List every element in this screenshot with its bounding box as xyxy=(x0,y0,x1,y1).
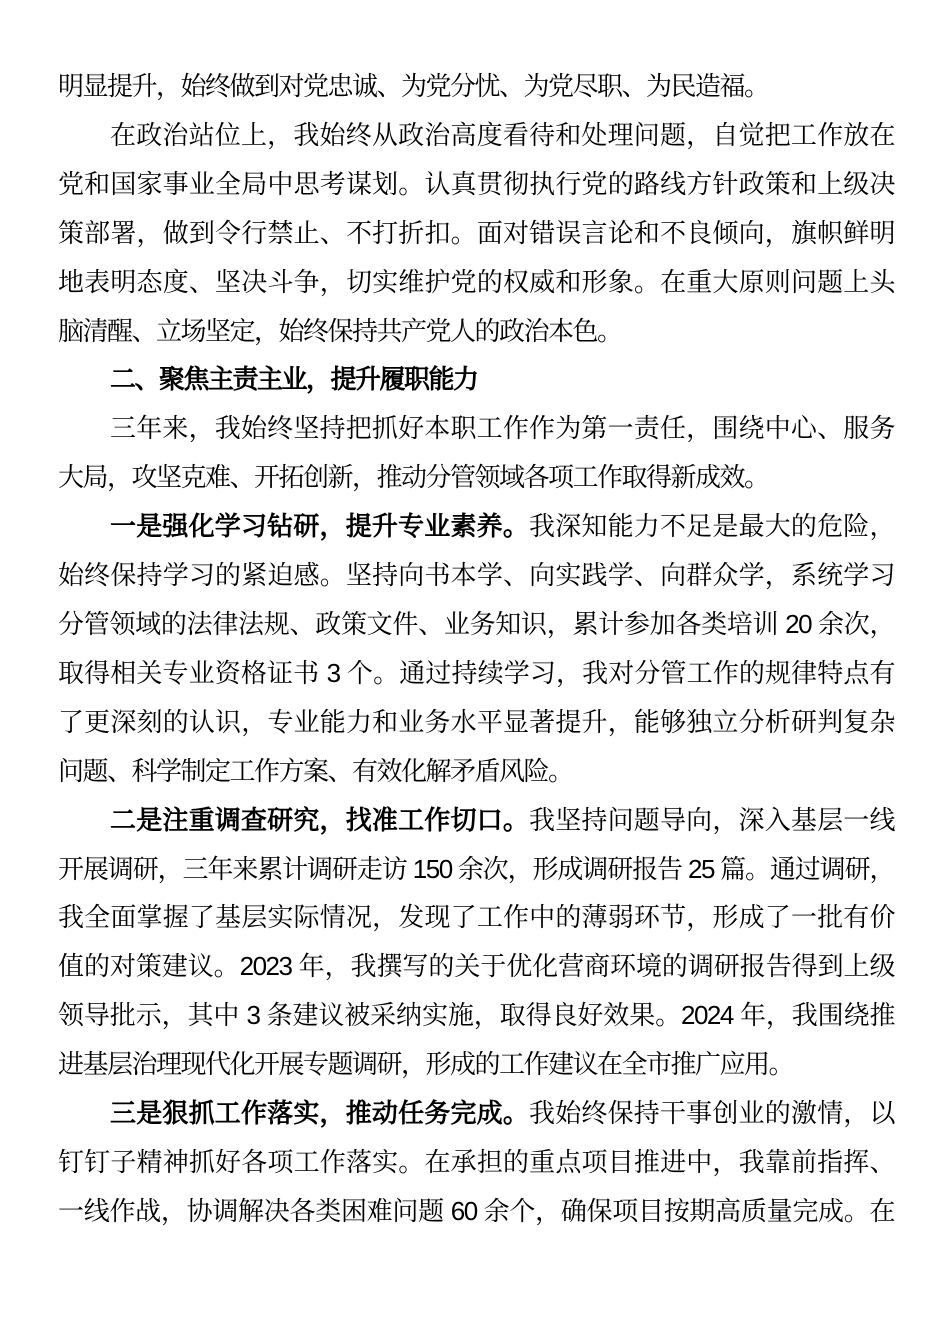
document-text-block xyxy=(58,62,894,1236)
text-line xyxy=(58,1187,894,1236)
bold-lead-segment: 三是狠抓工作落实，推动任务完成。 xyxy=(110,1098,530,1129)
text-line xyxy=(58,1138,894,1187)
text-line xyxy=(58,307,894,356)
text-segment: 一线作战，协调解决各类困难问题 60 余个，确保项目按期高质量完成。在 xyxy=(58,1195,894,1226)
text-line xyxy=(58,502,894,551)
text-line xyxy=(58,258,894,307)
text-line xyxy=(58,991,894,1040)
text-segment: 脑清醒、立场坚定，始终保持共产党人的政治本色。 xyxy=(58,315,622,346)
text-line xyxy=(58,209,894,258)
text-line xyxy=(58,62,894,111)
text-line xyxy=(58,111,894,160)
text-segment: 开展调研，三年来累计调研走访 150 余次，形成调研报告 25 篇。通过调研， xyxy=(58,853,894,884)
text-line xyxy=(58,1040,894,1089)
text-segment: 了更深刻的认识，专业能力和业务水平显著提升，能够独立分析研判复杂 xyxy=(58,706,894,737)
text-segment: 党和国家事业全局中思考谋划。认真贯彻执行党的路线方针政策和上级决 xyxy=(58,168,894,199)
section-heading xyxy=(58,355,894,404)
text-segment: 我坚持问题导向，深入基层一线 xyxy=(529,804,894,835)
text-segment: 策部署，做到令行禁止、不打折扣。面对错误言论和不良倾向，旗帜鲜明 xyxy=(58,217,894,248)
text-segment: 在政治站位上，我始终从政治高度看待和处理问题，自觉把工作放在 xyxy=(110,119,894,150)
text-segment: 地表明态度、坚决斗争，切实维护党的权威和形象。在重大原则问题上头 xyxy=(58,266,894,297)
text-line xyxy=(58,160,894,209)
text-segment: 始终保持学习的紧迫感。坚持向书本学、向实践学、向群众学，系统学习 xyxy=(58,560,894,591)
text-segment: 大局，攻坚克难、开拓创新，推动分管领域各项工作取得新成效。 xyxy=(58,462,769,493)
text-line xyxy=(58,1089,894,1138)
text-segment: 值的对策建议。2023 年，我撰写的关于优化营商环境的调研报告得到上级 xyxy=(58,951,894,982)
text-segment: 三年来，我始终坚持把抓好本职工作作为第一责任，围绕中心、服务 xyxy=(110,413,894,444)
bold-lead-segment: 二是注重调查研究，找准工作切口。 xyxy=(110,804,530,835)
text-line xyxy=(58,747,894,796)
text-line xyxy=(58,649,894,698)
text-segment: 领导批示，其中 3 条建议被采纳实施，取得良好效果。2024 年，我围绕推 xyxy=(58,1000,894,1031)
text-line xyxy=(58,404,894,453)
text-line xyxy=(58,942,894,991)
bold-lead-segment: 一是强化学习钻研，提升专业素养。 xyxy=(110,511,530,542)
heading-text: 二、聚焦主责主业，提升履职能力 xyxy=(110,364,478,395)
text-line xyxy=(58,698,894,747)
text-segment: 我全面掌握了基层实际情况，发现了工作中的薄弱环节，形成了一批有价 xyxy=(58,902,894,933)
text-segment: 分管领域的法律法规、政策文件、业务知识，累计参加各类培训 20 余次， xyxy=(58,608,894,639)
text-line xyxy=(58,893,894,942)
text-segment: 钉钉子精神抓好各项工作落实。在承担的重点项目推进中，我靠前指挥、 xyxy=(58,1146,894,1177)
text-segment: 问题、科学制定工作方案、有效化解矛盾风险。 xyxy=(58,755,573,786)
text-line xyxy=(58,453,894,502)
text-segment: 我始终保持干事创业的激情，以 xyxy=(529,1098,894,1129)
text-line xyxy=(58,796,894,845)
text-line xyxy=(58,551,894,600)
text-segment: 我深知能力不足是最大的危险， xyxy=(529,511,894,542)
text-segment: 明显提升，始终做到对党忠诚、为党分忧、为党尽职、为民造福。 xyxy=(58,71,769,101)
text-segment: 取得相关专业资格证书 3 个。通过持续学习，我对分管工作的规律特点有 xyxy=(58,657,894,688)
text-segment: 进基层治理现代化开展专题调研，形成的工作建议在全市推广应用。 xyxy=(58,1049,794,1080)
text-line xyxy=(58,845,894,894)
text-line xyxy=(58,600,894,649)
